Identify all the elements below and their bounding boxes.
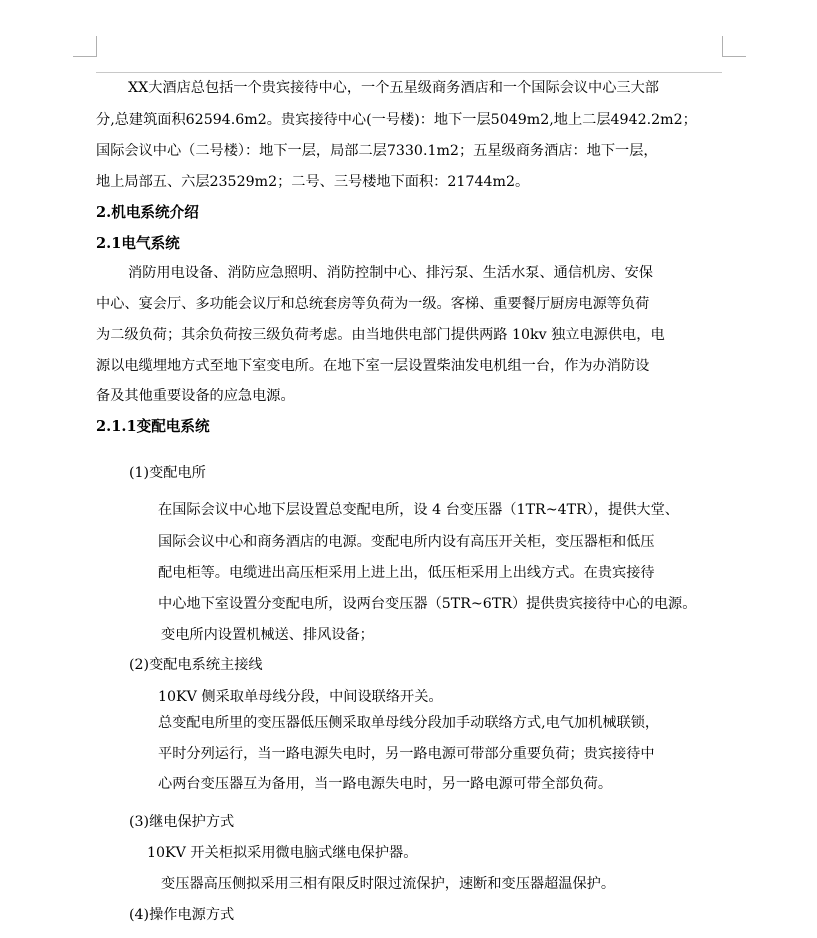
subsection-line: 10KV 侧采取单母线分段，中间设联络开关。: [158, 689, 443, 705]
subsection-line: 变电所内设置机械送、排风设备；: [161, 627, 374, 643]
subsection-line: 配电柜等。电缆进出高压柜采用上进上出，低压柜采用上出线方式。在贵宾接待: [158, 565, 655, 581]
heading-2-1-1: 2.1.1变配电系统: [96, 418, 210, 435]
heading-2-1: 2.1电气系统: [96, 235, 180, 252]
subsection-line: 10KV 开关柜拟采用微电脑式继电保护器。: [147, 845, 418, 861]
heading-2: 2.机电系统介绍: [96, 204, 199, 221]
subsection-title: (4)操作电源方式: [129, 907, 235, 923]
header-rule: [96, 72, 722, 73]
intro-line: 分,总建筑面积62594.6m2。贵宾接待中心(一号楼)：地下一层5049m2,地上二层4942.2m2；: [96, 112, 697, 128]
paragraph-line: 为二级负荷；其余负荷按三级负荷考虑。由当地供电部门提供两路 10kv 独立电源供电，电: [96, 327, 665, 343]
subsection-line: 中心地下室设置分变配电所，设两台变压器（5TR~6TR）提供贵宾接待中心的电源。: [158, 596, 697, 612]
subsection-title: (2)变配电系统主接线: [129, 657, 263, 673]
subsection-title: (3)继电保护方式: [129, 814, 235, 830]
subsection-line: 心两台变压器互为备用，当一路电源失电时，另一路电源可带全部负荷。: [158, 776, 613, 792]
paragraph-line: 源以电缆埋地方式至地下室变电所。在地下室一层设置柴油发电机组一台，作为办消防设: [96, 358, 650, 374]
subsection-line: 国际会议中心和商务酒店的电源。变配电所内设有高压开关柜，变压器柜和低压: [158, 534, 655, 550]
paragraph-line: 中心、宴会厅、多功能会议厅和总统套房等负荷为一级。客梯、重要餐厅厨房电源等负荷: [96, 296, 650, 312]
intro-line: XX大酒店总包括一个贵宾接待中心，一个五星级商务酒店和一个国际会议中心三大部: [128, 80, 659, 96]
subsection-title: (1)变配电所: [129, 465, 206, 481]
subsection-line: 平时分列运行，当一路电源失电时，另一路电源可带部分重要负荷；贵宾接待中: [158, 746, 655, 762]
corner-mark-top-right: [722, 56, 746, 57]
intro-line: 国际会议中心（二号楼）：地下一层，局部二层7330.1m2；五星级商务酒店：地下一层，: [96, 143, 658, 159]
corner-mark-top-left: [96, 36, 97, 57]
subsection-line: 在国际会议中心地下层设置总变配电所，设 4 台变压器（1TR~4TR），提供大堂、: [158, 502, 679, 518]
paragraph-line: 备及其他重要设备的应急电源。: [96, 388, 295, 404]
paragraph-line: 消防用电设备、消防应急照明、消防控制中心、排污泵、生活水泵、通信机房、安保: [128, 265, 653, 281]
corner-mark-top-right: [722, 36, 723, 57]
corner-mark-top-left: [73, 56, 97, 57]
intro-line: 地上局部五、六层23529m2；二号、三号楼地下面积：21744m2。: [96, 174, 530, 190]
subsection-line: 变压器高压侧拟采用三相有限反时限过流保护，速断和变压器超温保护。: [161, 876, 616, 892]
subsection-line: 总变配电所里的变压器低压侧采取单母线分段加手动联络方式,电气加机械联锁，: [158, 715, 660, 731]
